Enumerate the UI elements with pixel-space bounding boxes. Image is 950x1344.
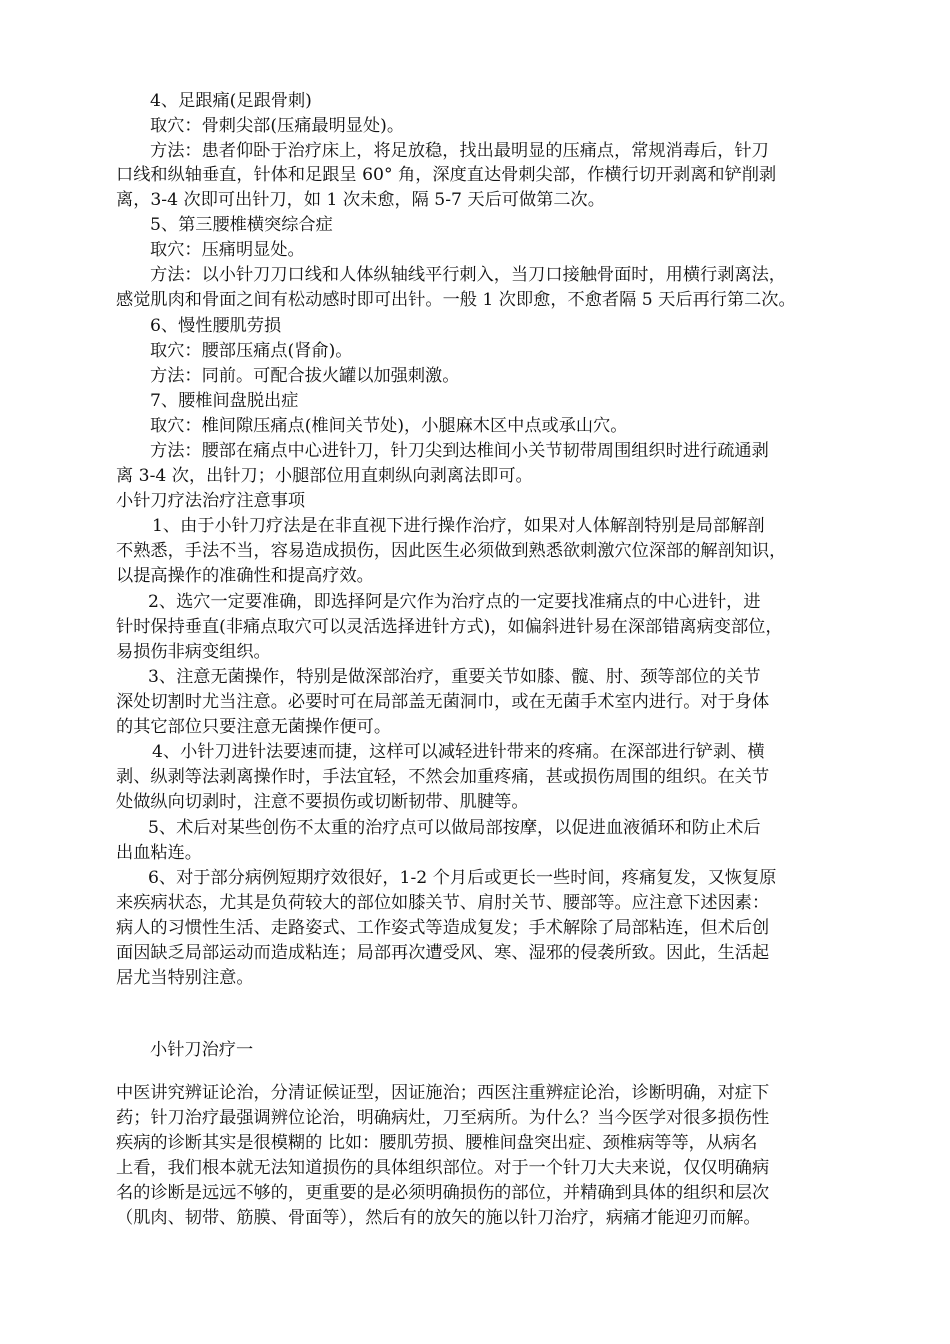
paragraph-line: 方法：同前。可配合拔火罐以加强刺激。 (150, 366, 460, 386)
paragraph-line: 深处切割时尤当注意。必要时可在局部盖无菌洞巾，或在无菌手术室内进行。对于身体 (116, 692, 770, 712)
paragraph-line: 取穴：骨刺尖部(压痛最明显处)。 (150, 116, 405, 136)
paragraph-line: 不熟悉，手法不当，容易造成损伤，因此医生必须做到熟悉欲刺激穴位深部的解剖知识， (116, 541, 787, 561)
paragraph-line: 6、对于部分病例短期疗效很好，1-2 个月后或更长一些时间，疼痛复发，又恢复原 (148, 868, 777, 888)
section-heading-disc: 7、腰椎间盘脱出症 (150, 391, 299, 411)
paragraph-line: 中医讲究辨证论治，分清证候证型，因证施治；西医注重辨症论治，诊断明确，对症下 (116, 1083, 770, 1103)
section-heading-l3: 5、第三腰椎横突综合症 (150, 215, 333, 235)
paragraph-line: 药；针刀治疗最强调辨位论治，明确病灶，刀至病所。为什么？当今医学对很多损伤性 (116, 1108, 770, 1128)
paragraph-line: 感觉肌肉和骨面之间有松动感时即可出针。一般 1 次即愈，不愈者隔 5 天后再行第二次。 (116, 290, 796, 310)
paragraph-line: 易损伤非病变组织。 (116, 642, 271, 662)
paragraph-line: 名的诊断是远远不够的，更重要的是必须明确损伤的部位，并精确到具体的组织和层次 (116, 1183, 770, 1203)
paragraph-line: 取穴：椎间隙压痛点(椎间关节处)，小腿麻木区中点或承山穴。 (150, 416, 628, 436)
paragraph-line: 面因缺乏局部运动而造成粘连；局部再次遭受风、寒、湿邪的侵袭所致。因此，生活起 (116, 943, 770, 963)
paragraph-line: 上看，我们根本就无法知道损伤的具体组织部位。对于一个针刀大夫来说，仅仅明确病 (116, 1158, 770, 1178)
paragraph-line: 4、小针刀进针法要速而捷，这样可以减轻进针带来的疼痛。在深部进行铲剥、横 (152, 742, 765, 762)
section-heading-treatment-one: 小针刀治疗一 (150, 1040, 254, 1060)
section-heading-precautions: 小针刀疗法治疗注意事项 (116, 491, 306, 511)
paragraph-line: （肌肉、韧带、筋膜、骨面等），然后有的放矢的施以针刀治疗，病痛才能迎刃而解。 (116, 1208, 761, 1228)
paragraph-line: 来疾病状态，尤其是负荷较大的部位如膝关节、肩肘关节、腰部等。应注意下述因素： (116, 893, 770, 913)
paragraph-line: 口线和纵轴垂直，针体和足跟呈 60° 角，深度直达骨刺尖部，作横行切开剥离和铲削剥 (116, 165, 777, 185)
paragraph-line: 针时保持垂直(非痛点取穴可以灵活选择进针方式)，如偏斜进针易在深部错离病变部位， (116, 617, 783, 637)
paragraph-line: 取穴：腰部压痛点(肾俞)。 (150, 341, 353, 361)
paragraph-line: 1、由于小针刀疗法是在非直视下进行操作治疗，如果对人体解剖特别是局部解剖 (152, 516, 765, 536)
paragraph-line: 离 3-4 次，出针刀；小腿部位用直刺纵向剥离法即可。 (116, 466, 533, 486)
paragraph-line: 病人的习惯性生活、走路姿式、工作姿式等造成复发；手术解除了局部粘连，但术后创 (116, 918, 770, 938)
paragraph-line: 疾病的诊断其实是很模糊的 比如：腰肌劳损、腰椎间盘突出症、颈椎病等等，从病名 (116, 1133, 758, 1153)
paragraph-line: 离，3-4 次即可出针刀，如 1 次未愈，隔 5-7 天后可做第二次。 (116, 190, 605, 210)
section-heading-heel-pain: 4、足跟痛(足跟骨刺) (150, 91, 312, 111)
paragraph-line: 以提高操作的准确性和提高疗效。 (116, 566, 374, 586)
paragraph-line: 方法：以小针刀刀口线和人体纵轴线平行刺入，当刀口接触骨面时，用横行剥离法， (150, 265, 786, 285)
section-heading-lumbar-strain: 6、慢性腰肌劳损 (150, 316, 282, 336)
paragraph-line: 方法：患者仰卧于治疗床上，将足放稳，找出最明显的压痛点，常规消毒后，针刀 (150, 141, 769, 161)
paragraph-line: 出血粘连。 (116, 843, 202, 863)
paragraph-line: 的其它部位只要注意无菌操作便可。 (116, 717, 392, 737)
paragraph-line: 3、注意无菌操作，特别是做深部治疗，重要关节如膝、髋、肘、颈等部位的关节 (148, 667, 761, 687)
paragraph-line: 方法：腰部在痛点中心进针刀，针刀尖到达椎间小关节韧带周围组织时进行疏通剥 (150, 441, 769, 461)
paragraph-line: 剥、纵剥等法剥离操作时，手法宜轻，不然会加重疼痛，甚或损伤周围的组织。在关节 (116, 767, 770, 787)
paragraph-line: 2、选穴一定要准确，即选择阿是穴作为治疗点的一定要找准痛点的中心进针，进 (148, 592, 761, 612)
paragraph-line: 5、术后对某些创伤不太重的治疗点可以做局部按摩，以促进血液循环和防止术后 (148, 818, 761, 838)
paragraph-line: 居尤当特别注意。 (116, 968, 254, 988)
paragraph-line: 处做纵向切剥时，注意不要损伤或切断韧带、肌腱等。 (116, 792, 529, 812)
paragraph-line: 取穴：压痛明显处。 (150, 240, 305, 260)
